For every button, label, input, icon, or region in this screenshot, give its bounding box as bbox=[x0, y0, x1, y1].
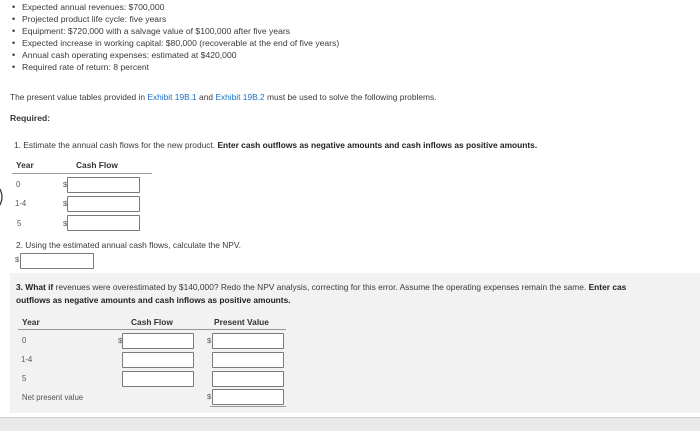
bullet-icon: • bbox=[12, 37, 16, 48]
q1-cash-flow-year-5-input[interactable] bbox=[67, 215, 140, 231]
q1-row-year-1-4: 1-4 bbox=[15, 199, 27, 208]
currency-symbol: $ bbox=[207, 392, 212, 401]
q1-col-cash-flow: Cash Flow bbox=[76, 160, 118, 170]
list-item: • Equipment: $720,000 with a salvage value of $100,000 after five years bbox=[12, 25, 291, 36]
q3-present-value-year-1-4-input[interactable] bbox=[212, 352, 284, 368]
npv-double-underline bbox=[210, 406, 286, 407]
q3-present-value-year-0-input[interactable] bbox=[212, 333, 284, 349]
q2-npv-input[interactable] bbox=[20, 253, 94, 269]
bullet-icon: • bbox=[12, 2, 16, 12]
q3-cash-flow-year-5-input[interactable] bbox=[122, 371, 194, 387]
q3-npv-label: Net present value bbox=[22, 393, 84, 402]
q3-cash-flow-year-0-input[interactable] bbox=[122, 333, 194, 349]
list-item: • Expected increase in working capital: $80,000 (recoverable at the end of five years) bbox=[12, 37, 340, 48]
instructions-text: The present value tables provided in Exhibit 19B.1 and Exhibit 19B.2 must be used to solve the following problems. bbox=[10, 92, 437, 102]
question-3-panel bbox=[10, 273, 700, 413]
bottom-bar bbox=[0, 417, 700, 431]
currency-symbol: $ bbox=[207, 336, 212, 345]
q1-header-rule bbox=[12, 173, 152, 174]
question-1-text: 1. Estimate the annual cash flows for the new product. Enter cash outflows as negative amounts and cash inflows as positive amounts. bbox=[14, 140, 538, 150]
currency-symbol: $ bbox=[15, 255, 20, 264]
list-item: • Projected product life cycle: five years bbox=[12, 13, 167, 24]
q3-header-rule bbox=[18, 329, 286, 330]
q1-row-year-0: 0 bbox=[16, 180, 21, 189]
question-3-text: 3. What if revenues were overestimated by $140,000? Redo the NPV analysis, correcting for this error. Assume the operating expenses remain the same. Enter cas bbox=[16, 282, 627, 292]
q1-cash-flow-year-0-input[interactable] bbox=[67, 177, 140, 193]
bullet-icon: • bbox=[12, 25, 16, 36]
list-item: • Annual cash operating expenses: estimated at $420,000 bbox=[12, 49, 237, 60]
currency-symbol: $ bbox=[63, 219, 68, 228]
bullet-icon: • bbox=[12, 13, 16, 24]
currency-symbol: $ bbox=[118, 336, 123, 345]
list-item: • Required rate of return: 8 percent bbox=[12, 61, 150, 72]
exhibit-19b1-link[interactable]: Exhibit 19B.1 bbox=[147, 92, 197, 102]
question-2-text: 2. Using the estimated annual cash flows, calculate the NPV. bbox=[16, 240, 242, 250]
q3-row-year-0: 0 bbox=[22, 336, 27, 345]
currency-symbol: $ bbox=[63, 199, 68, 208]
q1-row-year-5: 5 bbox=[17, 219, 22, 228]
q3-present-value-year-5-input[interactable] bbox=[212, 371, 284, 387]
q3-col-year: Year bbox=[22, 317, 40, 327]
currency-symbol: $ bbox=[63, 180, 68, 189]
q3-col-cash-flow: Cash Flow bbox=[131, 317, 173, 327]
exhibit-19b2-link[interactable]: Exhibit 19B.2 bbox=[215, 92, 265, 102]
bullet-icon: • bbox=[12, 49, 16, 60]
collapse-chevron-icon[interactable] bbox=[0, 185, 7, 209]
q3-col-present-value: Present Value bbox=[214, 317, 269, 327]
q3-row-year-1-4: 1-4 bbox=[21, 355, 33, 364]
assumptions-list bbox=[12, 2, 339, 73]
bullet-icon: • bbox=[12, 61, 16, 72]
required-heading: Required: bbox=[10, 113, 51, 123]
q1-cash-flow-year-1-4-input[interactable] bbox=[67, 196, 140, 212]
q3-cash-flow-year-1-4-input[interactable] bbox=[122, 352, 194, 368]
q1-col-year: Year bbox=[16, 160, 34, 170]
q3-net-present-value-input[interactable] bbox=[212, 389, 284, 405]
list-item: • Expected annual revenues: $700,000 bbox=[12, 2, 165, 12]
question-3-text-line-2: outflows as negative amounts and cash inflows as positive amounts. bbox=[16, 295, 291, 305]
q3-row-year-5: 5 bbox=[22, 374, 27, 383]
